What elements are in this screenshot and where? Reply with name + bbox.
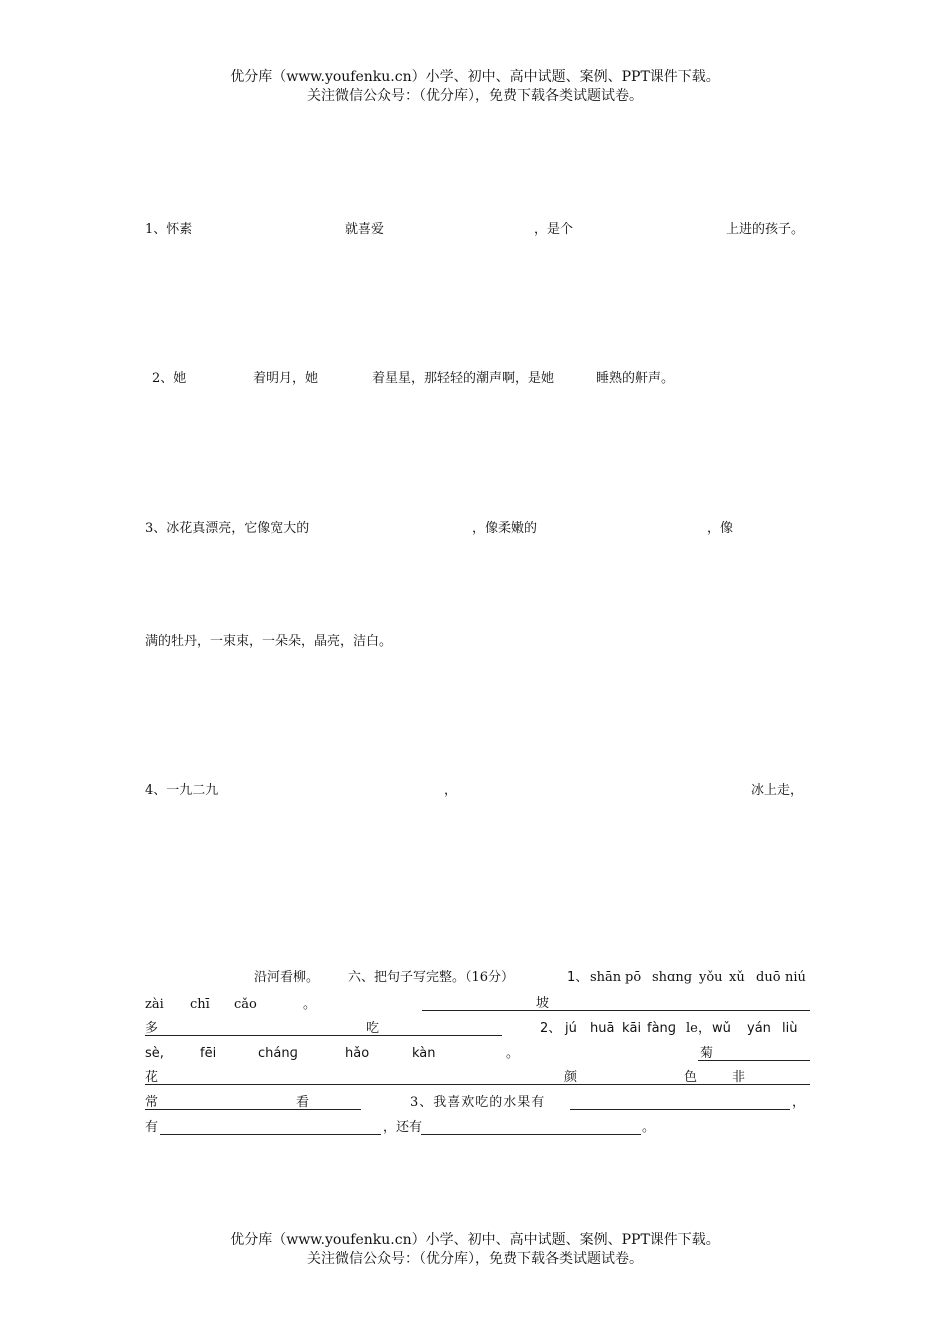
- q3-part-c: ，像: [707, 521, 734, 536]
- q4-part-a: 4、一九二九: [145, 783, 219, 798]
- s1-pinyin-4: yǒu: [699, 970, 723, 985]
- s1-pinyin-5: xǔ: [729, 970, 745, 985]
- q1-part-c: ，是个: [534, 222, 574, 237]
- s2-pinyin-4: fànɡ: [647, 1021, 677, 1036]
- s2-writing-line-a[interactable]: [698, 1060, 810, 1061]
- s1-pinyin-2: pō: [625, 970, 642, 985]
- q3-part-b: ，像柔嫩的: [472, 521, 538, 536]
- s2-pinyin-2: huā: [590, 1021, 615, 1036]
- s2-pinyin-15: 。: [506, 1046, 520, 1061]
- s1-hanzi-3: 吃: [366, 1021, 380, 1036]
- s3-answer-line-3[interactable]: [421, 1134, 641, 1135]
- s2-pinyin-8: yán: [747, 1021, 771, 1036]
- section-6-title: 六、把句子写完整。（16分）: [348, 970, 515, 985]
- q2-part-c: 着星星，那轻轻的潮声啊，是她: [372, 371, 555, 386]
- s3-answer-line-1[interactable]: [570, 1109, 790, 1110]
- s2-pinyin-14: kàn: [412, 1046, 436, 1061]
- s2-pinyin-11: fēi: [200, 1046, 217, 1061]
- footer-line-2: 关注微信公众号：（优分库），免费下载各类试题试卷。: [307, 1251, 643, 1267]
- s1-pinyin-6: duō: [756, 970, 781, 985]
- s1-pinyin-1: shān: [590, 970, 622, 985]
- s2-hanzi-5: 非: [732, 1070, 746, 1085]
- header-line-2: 关注微信公众号：（优分库），免费下载各类试题试卷。: [307, 88, 643, 104]
- s1-writing-line-a[interactable]: [422, 1010, 810, 1011]
- q4-part-d: 沿河看柳。: [254, 970, 320, 985]
- q1-part-a: 1、怀素: [145, 222, 193, 237]
- s2-writing-line-c[interactable]: [145, 1109, 361, 1110]
- s3-part-d: ，还有: [383, 1120, 423, 1135]
- s2-pinyin-9: liù: [782, 1021, 798, 1036]
- s2-hanzi-4: 色: [684, 1070, 698, 1085]
- s1-pinyin-11: 。: [303, 997, 317, 1012]
- s2-pinyin-1: jú: [565, 1021, 577, 1036]
- q4-part-c: 冰上走，: [751, 783, 804, 798]
- q2-part-a: 2、她: [152, 371, 187, 386]
- q3-part-d: 满的牡丹，一束束，一朵朵，晶亮，洁白。: [145, 634, 393, 649]
- q4-part-b: ，: [444, 783, 458, 798]
- q2-part-b: 着明月，她: [253, 371, 319, 386]
- q1-part-d: 上进的孩子。: [726, 222, 805, 237]
- q3-part-a: 3、冰花真漂亮，它像宽大的: [145, 521, 310, 536]
- s2-hanzi-2: 花: [145, 1070, 159, 1085]
- s2-pinyin-12: chánɡ: [258, 1046, 298, 1061]
- s2-pinyin-13: hǎo: [345, 1046, 370, 1061]
- s1-pinyin-9: chī: [190, 997, 210, 1012]
- footer-line-1: 优分库（www.youfenku.cn）小学、初中、高中试题、案例、PPT课件下载。: [230, 1232, 720, 1248]
- s2-number: 2、: [540, 1021, 562, 1036]
- s3-part-e: 。: [642, 1120, 656, 1135]
- s2-pinyin-3: kāi: [622, 1021, 642, 1036]
- s3-part-b: ，: [792, 1095, 806, 1110]
- s1-writing-line-b[interactable]: [145, 1035, 502, 1036]
- s2-pinyin-10: sè,: [145, 1046, 164, 1061]
- s2-pinyin-5: le: [686, 1021, 698, 1036]
- s3-answer-line-2[interactable]: [160, 1134, 381, 1135]
- s3-part-c: 有: [145, 1120, 159, 1135]
- s3-part-a: 3、我喜欢吃的水果有: [410, 1095, 546, 1110]
- q2-part-d: 睡熟的鼾声。: [596, 371, 675, 386]
- s1-hanzi-1: 坡: [536, 996, 550, 1011]
- s1-pinyin-10: cǎo: [234, 997, 257, 1012]
- s2-hanzi-7: 看: [296, 1095, 310, 1110]
- s1-pinyin-3: shɑnɡ: [652, 970, 693, 985]
- s1-number: 1、: [567, 970, 589, 985]
- s1-pinyin-7: niú: [785, 970, 806, 985]
- s1-pinyin-8: zài: [145, 997, 164, 1012]
- s2-hanzi-1: 菊: [700, 1046, 714, 1061]
- s2-hanzi-3: 颜: [564, 1070, 578, 1085]
- q1-part-b: 就喜爱: [345, 222, 385, 237]
- s1-hanzi-2: 多: [145, 1021, 159, 1036]
- s2-hanzi-6: 常: [145, 1095, 159, 1110]
- header-line-1: 优分库（www.youfenku.cn）小学、初中、高中试题、案例、PPT课件下载。: [230, 69, 720, 85]
- s2-pinyin-6: ，: [698, 1021, 712, 1036]
- s2-writing-line-b[interactable]: [145, 1084, 810, 1085]
- s2-pinyin-7: wǔ: [712, 1021, 731, 1036]
